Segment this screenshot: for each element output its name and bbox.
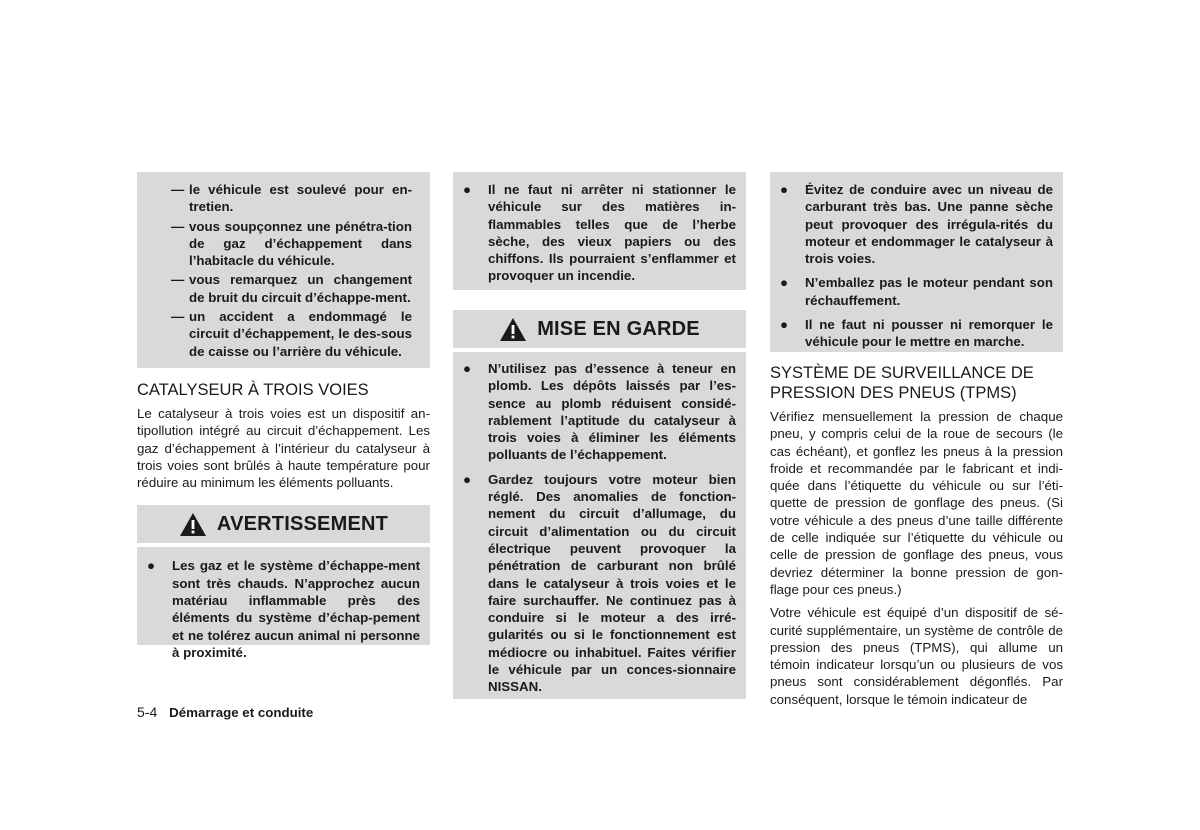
- list-item: ● Évitez de conduire avec un niveau de carburant très bas. Une panne sèche peut provoquer des irrégula-rités du moteur et endommager le catalyseur à trois voies.: [780, 182, 1053, 267]
- page-footer: [137, 704, 313, 720]
- dash-list: [137, 181, 430, 360]
- list-item: ● Il ne faut ni arrêter ni stationner le véhicule sur des matières in-flammables telles que de l’herbe sèche, des vieux papiers ou des chiffons. Ils pourraient s’enflammer et provoquer un incendie.: [463, 182, 736, 284]
- dash-item: — un accident a endommagé le circuit d’échappement, le des-sous de caisse ou l’arrière du véhicule.: [171, 309, 412, 359]
- warning-item: ● Les gaz et le système d’échappe-ment sont très chauds. N’approchez aucun matériau inflammable près des éléments du système d’échap-pement et ne tolérez aucun animal ni personne à proximité.: [147, 558, 420, 660]
- dash-item: — vous remarquez un changement de bruit du circuit d’échappe-ment.: [171, 272, 412, 305]
- right-column: [770, 172, 1063, 708]
- right-caution-continuation: [770, 172, 1063, 352]
- caution-item: ● Gardez toujours votre moteur bien réglé. Des anomalies de fonction-nement du circuit d’allumage, du circuit d’alimentation ou du circuit électrique peuvent provoquer la pénétration de carburant non brûlé dans le catalyseur à trois voies et le faire surchauffer. Ne continuez pas à conduire si le moteur a des irré-gularités ou si le fonctionnement est médiocre ou inhabituel. Faites vérifier le véhicule par un conces-sionnaire NISSAN.: [463, 471, 736, 695]
- section-heading-tpms: SYSTÈME DE SURVEILLANCE DE PRESSION DES PNEUS (TPMS): [770, 364, 1034, 402]
- dash-item: — le véhicule est soulevé pour en-tretien.: [171, 182, 412, 215]
- left-column: [137, 172, 430, 660]
- tpms-paragraph-1: Vérifiez mensuellement la pression de chaque pneu, y compris celui de la roue de secours (le cas échéant), et gonflez les pneus à la pression froide et recommandée par le fabricant et indi-quée dans l’étiquette du véhicule ou sur l’éti-quette de pression de gonflage des pneus. (Si votre véhicule a des pneus d’une taille différente de celle indiquée sur l’étiquette du véhicule ou celle de pression de gonflage des pneus, vous devriez déterminer la bonne pression de gon-flage pour ces pneus.): [770, 409, 1063, 597]
- middle-warning-continuation: [453, 172, 746, 290]
- warning-title: AVERTISSEMENT: [216, 512, 389, 535]
- warning-list: [137, 557, 430, 661]
- caution-body: [453, 352, 746, 699]
- warning-triangle-icon: [179, 512, 207, 537]
- dash-item: — vous soupçonnez une pénétra-tion de gaz d’échappement dans l’habitacle du véhicule.: [171, 218, 412, 269]
- list-item: ● N’emballez pas le moteur pendant son réchauffement.: [780, 275, 1053, 308]
- section-title: Démarrage et conduite: [169, 705, 314, 720]
- page-number: 5-4: [137, 704, 158, 720]
- warning-body: [137, 547, 430, 660]
- list-item: ● Il ne faut ni pousser ni remorquer le véhicule pour le mettre en marche.: [780, 317, 1053, 350]
- caution-header: [453, 310, 746, 348]
- catalyseur-paragraph: Le catalyseur à trois voies est un dispositif an-tipollution intégré au circuit d’échappement. Les gaz d’échappement à l’intérieur du catalyseur à trois voies sont brûlés à haute température pour réduire au minimum les éléments polluants.: [137, 405, 430, 491]
- tpms-paragraph-2: Votre véhicule est équipé d’un dispositif de sé-curité supplémentaire, un système de contrôle de pression des pneus (TPMS), qui allume un témoin indicateur lorsqu’un ou plusieurs de vos pneus sont considérablement dégonflés. Par conséquent, lorsque le témoin indicateur de: [770, 605, 1063, 707]
- middle-top-list: [453, 181, 746, 285]
- caution-item: ● N’utilisez pas d’essence à teneur en plomb. Les dépôts laissés par l’es-sence au plomb réduisent considé-rablement l’aptitude du catalyseur à trois voies à éliminer les éléments polluants de l’échappement.: [463, 361, 736, 463]
- left-warning-continuation: [137, 172, 430, 368]
- section-heading-catalyseur: CATALYSEUR À TROIS VOIES: [137, 380, 369, 399]
- caution-list: [453, 360, 746, 696]
- caution-title: MISE EN GARDE: [537, 317, 700, 340]
- warning-header: [137, 505, 430, 543]
- middle-column: [453, 172, 746, 699]
- right-top-list: [770, 181, 1063, 351]
- warning-triangle-icon: [499, 317, 527, 342]
